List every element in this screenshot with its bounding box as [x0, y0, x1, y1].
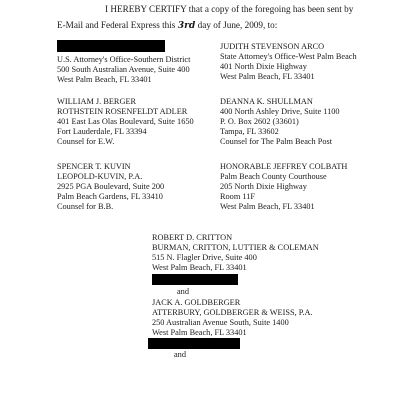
address-line: 250 Australian Avenue South, Suite 1400 [152, 318, 289, 327]
redaction-bar [57, 40, 165, 52]
recipient-name: JUDITH STEVENSON ARCO [220, 42, 325, 51]
recipient-name: DEANNA K. SHULLMAN [220, 97, 313, 106]
signer-name: JACK A. GOLDBERGER [152, 298, 241, 307]
recipient-arco [220, 42, 357, 82]
firm-name: BURMAN, CRITTON, LUTTIER & COLEMAN [152, 243, 319, 252]
firm-name: LEOPOLD-KUVIN, P.A. [57, 172, 143, 181]
address-line: 401 North Dixie Highway [220, 62, 307, 71]
certify-line-2-pre: E-Mail and Federal Express this [57, 20, 176, 30]
address-line: West Palm Beach, FL 33401 [152, 328, 247, 337]
redaction-bar [152, 274, 238, 285]
address-line: P. O. Box 2602 (33601) [220, 117, 299, 126]
address-line: State Attorney's Office-West Palm Beach [220, 52, 357, 61]
address-line: West Palm Beach, FL 33401 [152, 263, 247, 272]
address-line: 401 East Las Olas Boulevard, Suite 1650 [57, 117, 194, 126]
signer-goldberger [152, 298, 313, 338]
address-line: West Palm Beach, FL 33401 [220, 202, 315, 211]
handwritten-day: 3rd [177, 20, 196, 31]
recipient-us-attorney [57, 55, 190, 85]
address-line: 400 North Ashley Drive, Suite 1100 [220, 107, 340, 116]
firm-name: ROTHSTEIN ROSENFELDT ADLER [57, 107, 188, 116]
certify-line-2-post: day of June, 2009, to: [197, 20, 278, 30]
address-line: Room 11F [220, 192, 255, 201]
recipient-name: WILLIAM J. BERGER [57, 97, 137, 106]
counsel-line: Counsel for The Palm Beach Post [220, 137, 333, 146]
recipient-kuvin [57, 162, 164, 212]
address-line: Tampa, FL 33602 [220, 127, 279, 136]
recipient-colbath [220, 162, 347, 212]
firm-name: ATTERBURY, GOLDBERGER & WEISS, P.A. [152, 308, 313, 317]
certify-line-2 [57, 20, 277, 31]
address-line: 2925 PGA Boulevard, Suite 200 [57, 182, 165, 191]
counsel-line: Counsel for E.W. [57, 137, 115, 146]
recipient-name: SPENCER T. KUVIN [57, 162, 131, 171]
recipient-name: HONORABLE JEFFREY COLBATH [220, 162, 348, 171]
certify-line-1: I HEREBY CERTIFY that a copy of the foregoing has been sent by [105, 4, 354, 14]
address-line: Fort Lauderdale, FL 33394 [57, 127, 147, 136]
connector-and: and [177, 287, 189, 296]
address-line: U.S. Attorney's Office-Southern District [57, 55, 191, 64]
counsel-line: Counsel for B.B. [57, 202, 114, 211]
signer-critton [152, 233, 319, 273]
connector-and: and [174, 350, 186, 359]
address-line: 205 North Dixie Highway [220, 182, 307, 191]
address-line: 515 N. Flagler Drive, Suite 400 [152, 253, 257, 262]
address-line: Palm Beach Gardens, FL 33410 [57, 192, 163, 201]
signer-name: ROBERT D. CRITTON [152, 233, 233, 242]
address-line: 500 South Australian Avenue, Suite 400 [57, 65, 190, 74]
recipient-shullman [220, 97, 340, 147]
redaction-bar [148, 338, 240, 349]
address-line: West Palm Beach, FL 33401 [220, 72, 315, 81]
address-line: West Palm Beach, FL 33401 [57, 75, 152, 84]
address-line: Palm Beach County Courthouse [220, 172, 327, 181]
recipient-berger [57, 97, 194, 147]
